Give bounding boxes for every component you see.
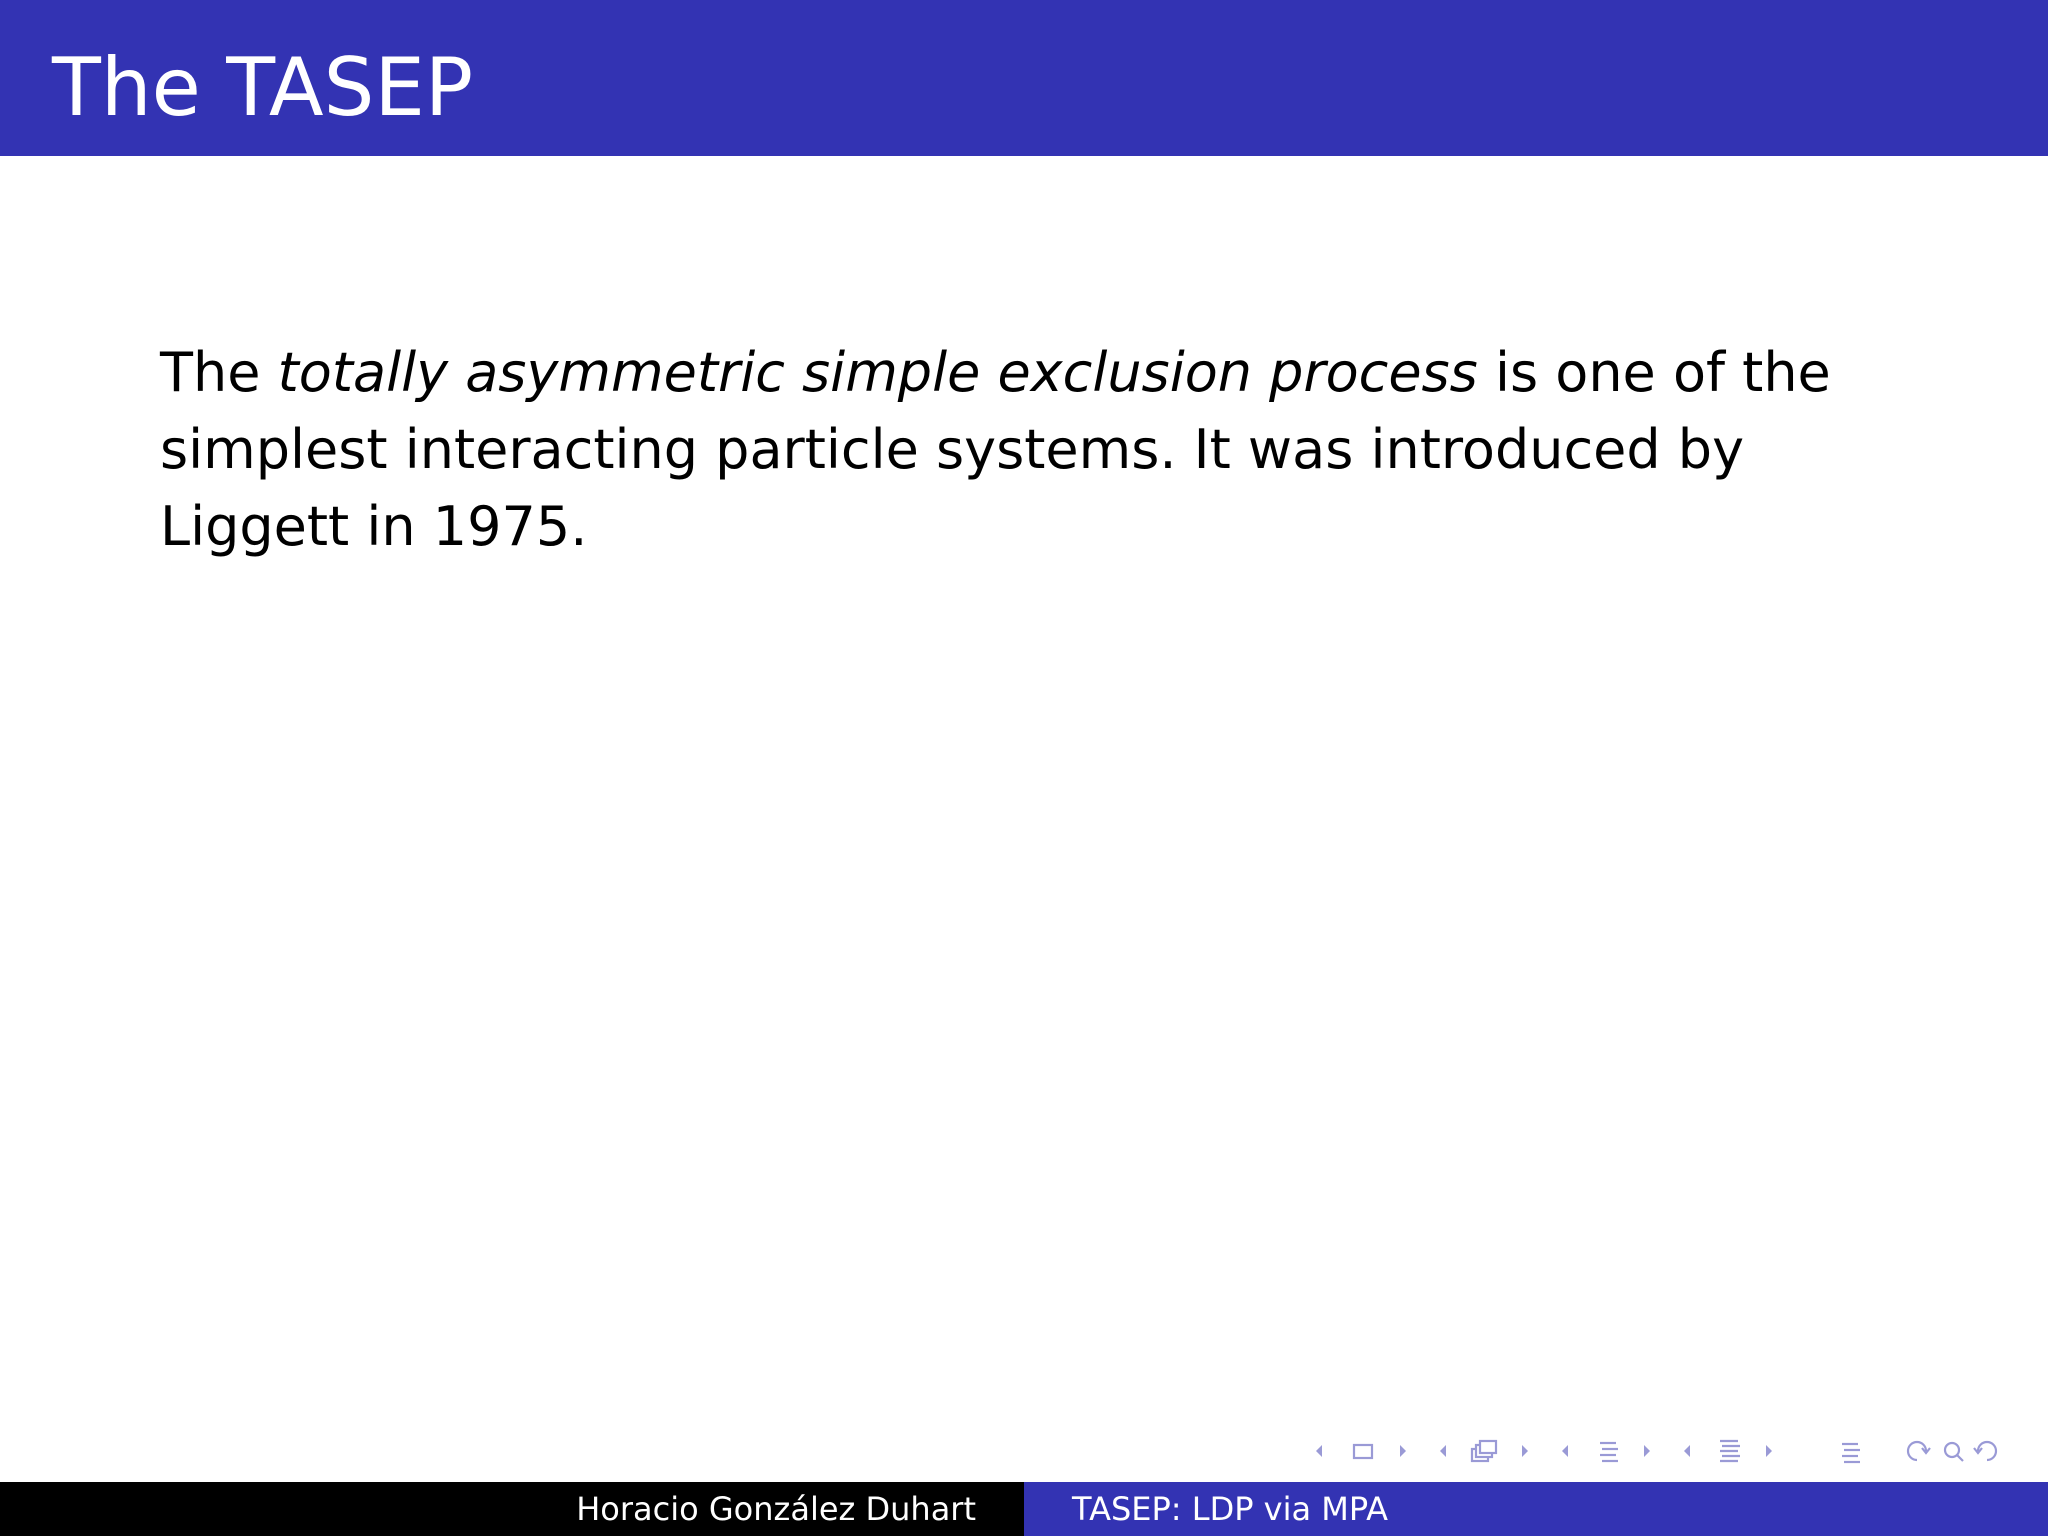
subsection-icon[interactable] — [1472, 1441, 1496, 1461]
footer-talk-title: TASEP: LDP via MPA — [1072, 1490, 1389, 1528]
next-part-icon[interactable] — [1766, 1445, 1772, 1457]
beamer-navigation — [1310, 1434, 2030, 1468]
section-icon[interactable] — [1600, 1443, 1618, 1461]
toc-icon[interactable] — [1842, 1444, 1860, 1462]
prev-section-icon[interactable] — [1562, 1445, 1568, 1457]
redo-icon[interactable] — [1974, 1442, 1996, 1460]
part-icon[interactable] — [1720, 1441, 1740, 1461]
undo-icon[interactable] — [1908, 1442, 1930, 1460]
slide-body — [160, 334, 1900, 565]
body-paragraph — [160, 334, 1900, 565]
footer-author-box — [0, 1482, 1024, 1536]
prev-part-icon[interactable] — [1684, 1445, 1690, 1457]
next-frame-icon[interactable] — [1400, 1445, 1406, 1457]
footer-title-box — [1024, 1482, 2048, 1536]
prev-subsection-icon[interactable] — [1440, 1445, 1446, 1457]
footer — [0, 1482, 2048, 1536]
body-text-before: The — [160, 341, 278, 404]
body-text-after: is one of the simplest interacting particle systems. It was introduced by Liggett in 1975. — [160, 341, 1831, 558]
next-section-icon[interactable] — [1644, 1445, 1650, 1457]
body-emphasis: totally asymmetric simple exclusion process — [277, 341, 1478, 404]
frame-title-bar — [0, 0, 2048, 156]
footer-author: Horacio González Duhart — [576, 1490, 976, 1528]
frame-icon[interactable] — [1354, 1445, 1372, 1458]
search-icon[interactable] — [1945, 1443, 1963, 1461]
frame-title: The TASEP — [52, 41, 474, 134]
next-subsection-icon[interactable] — [1522, 1445, 1528, 1457]
prev-frame-icon[interactable] — [1316, 1445, 1322, 1457]
